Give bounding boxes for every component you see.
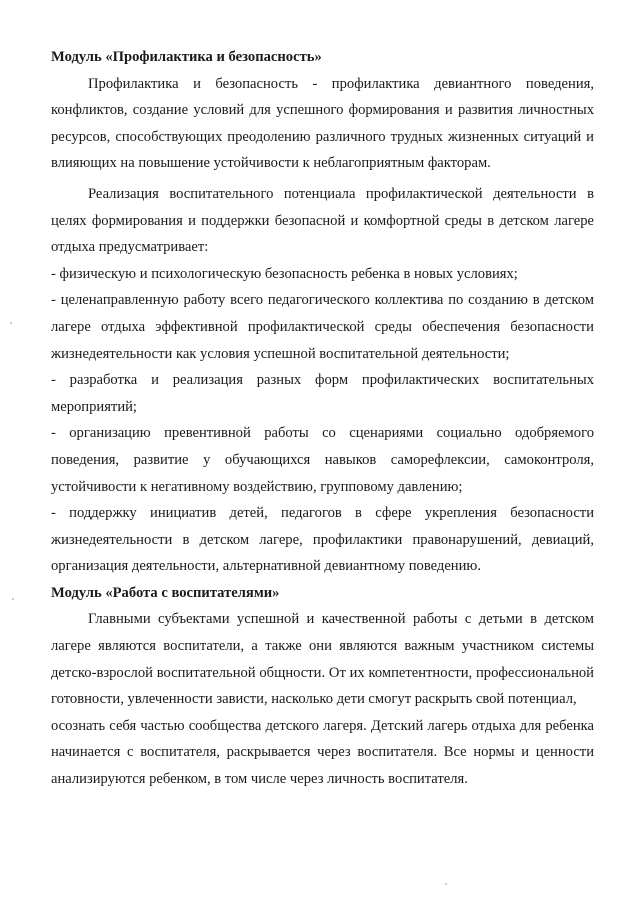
scan-speck bbox=[445, 883, 447, 885]
paragraph-prevention-implementation: Реализация воспитательного потенциала профилактической деятельности в целях формирования и поддержки безопасной и комфортной среды в детском лагере отдыха предусматривает: bbox=[51, 185, 594, 256]
document-body bbox=[51, 44, 594, 793]
list-item: - организацию превентивной работы со сценариями социально одобряемого поведения, развитие у обучающихся навыков саморефлексии, самоконтроля, устойчивости к негативному воздействию, групповому давлению; bbox=[51, 425, 594, 495]
scan-speck bbox=[12, 598, 14, 600]
paragraph-educators-main: Главными субъектами успешной и качественной работы с детьми в детском лагере являются воспитатели, а также они являются важным участником системы детско-взрослой воспитательной общности. От их компетентности, профессиональной готовности, увлеченности зависти, насколько дети смогут раскрыть свой потенциал, bbox=[51, 611, 594, 708]
section-heading-educators: Модуль «Работа с воспитателями» bbox=[51, 584, 280, 601]
paragraph-prevention-definition: Профилактика и безопасность - профилактика девиантного поведения, конфликтов, создание условий для успешного формирования и развития личностных ресурсов, способствующих преодолению различного трудных жизненных ситуаций и влияющих на повышение устойчивости к неблагоприятным факторам. bbox=[51, 75, 594, 172]
list-item: - поддержку инициатив детей, педагогов в сфере укрепления безопасности жизнедеятельности в детском лагере, профилактики правонарушений, девиаций, организация деятельности, альтернативной девиантному поведению. bbox=[51, 505, 594, 575]
list-item: - целенаправленную работу всего педагогического коллектива по созданию в детском лагере отдыха эффективной профилактической среды обеспечения безопасности жизнедеятельности как условия успешной воспитательной деятельности; bbox=[51, 292, 594, 362]
list-item: - физическую и психологическую безопасность ребенка в новых условиях; bbox=[51, 265, 518, 282]
list-item: - разработка и реализация разных форм профилактических воспитательных мероприятий; bbox=[51, 372, 594, 415]
paragraph-educators-continuation: осознать себя частью сообщества детского лагеря. Детский лагерь отдыха для ребенка начинается с воспитателя, раскрывается через воспитателя. Все нормы и ценности анализируются ребенком, в том числе через личность воспитателя. bbox=[51, 717, 594, 788]
scan-speck bbox=[10, 322, 12, 324]
section-heading-prevention: Модуль «Профилактика и безопасность» bbox=[51, 49, 322, 65]
